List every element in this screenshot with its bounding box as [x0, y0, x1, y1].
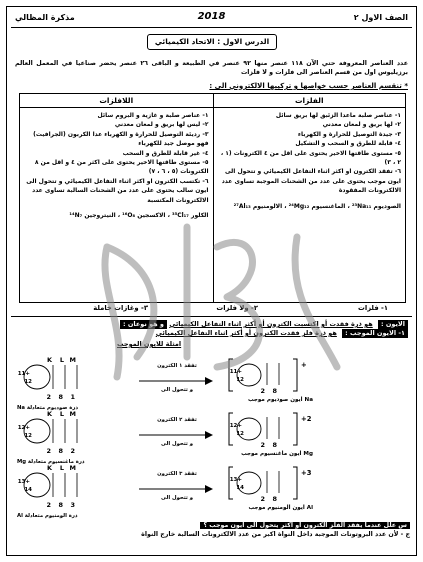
ion-symbol: Na — [304, 397, 313, 403]
ion-diagram — [227, 463, 299, 503]
shell-count: 3 — [70, 501, 75, 509]
list-item: الصوديوم ²³Na₁₁ ، الماغنسيوم ²⁴Mg₁₂ ، الالومنيوم ²⁷Al₁₃ — [233, 202, 401, 210]
arrow-bottom-text: و تتحول الى — [160, 495, 194, 501]
arrow-bottom-text: و تتحول الى — [160, 387, 194, 393]
ion-name: ايون صوديوم موجب — [247, 397, 303, 403]
ion-neutrons: 12 — [236, 431, 244, 437]
ion-diagram — [227, 409, 299, 449]
list-item: ٤- قابلة للطرق و السحب و التشكيل — [295, 140, 401, 148]
shell-k-label: K — [46, 410, 52, 418]
ion-symbol: Mg — [303, 451, 313, 457]
header-rule — [11, 27, 412, 28]
examples-heading: امثلة للايون الموجب — [117, 340, 182, 348]
list-item: ٥- مستوى طاقتها الاخير يحتوى على اقل من ٤ الكترونات (١ ، ٢ ، ٣) — [220, 149, 401, 167]
group-noble-gases: ٣- وغازات خاملة — [93, 304, 148, 312]
atom-diagram — [19, 407, 89, 467]
arrow-top-text: تفقد ٢ الكترون — [157, 417, 197, 423]
ion-shell-count: 8 — [272, 441, 277, 449]
shell-l-label: L — [59, 410, 64, 418]
shell-count: 2 — [46, 447, 51, 455]
nucleus-neutrons: 14 — [24, 487, 32, 493]
ion-shell-count: 8 — [272, 387, 277, 395]
positive-ion-tag: ١- الايون الموجب : — [342, 329, 408, 338]
arrow-top-text: تفقد ٣ الكترون — [157, 471, 197, 477]
shell-k-label: K — [46, 356, 52, 364]
shell-l-label: L — [59, 356, 64, 364]
list-item: ١- عناصر صلبة و غازية و البروم سائل — [97, 112, 209, 119]
example-row-aluminium — [17, 461, 409, 525]
ion-diagram — [227, 355, 299, 395]
ion-neutrons: 14 — [236, 485, 244, 491]
list-item: الكلور ³⁵Cl₁₇ ، الاكسجين ¹⁶O₈ ، النيتروجين ¹⁴N₇ — [69, 212, 209, 220]
nucleus-neutrons: 12 — [24, 379, 32, 385]
ion-definition — [15, 320, 408, 338]
ion-charge: +2 — [301, 415, 312, 423]
intro-paragraph: عدد العناصر المعروفة حتي الآن ١١٨ عنصر منها ٩٢ عنصر في الطبيعة و الباقى ٢٦ عنصر يحضر صناعيا في المعمل العالم برزيليوس اول من قسم العناصر الى فلزات و لا فلزات — [15, 60, 408, 76]
shell-count: 2 — [70, 447, 75, 455]
header-grade: الصف الاول ٢ — [353, 13, 408, 22]
group-metals: ١- فلزات — [358, 304, 388, 312]
list-item: ٥- مستوى طاقتها الاخير يحتوى على اكثر من ٤ و اقل من ٨ الكترونات (٥ ، ٦ ، ٧) — [34, 159, 209, 176]
nonmetals-header: اللافلزات — [20, 94, 213, 108]
element-groups — [15, 304, 408, 314]
ion-shell-count: 8 — [272, 495, 277, 503]
lesson-title: الدرس الاول : الاتحاد الكيميائي — [147, 34, 277, 50]
atom-diagram — [19, 353, 89, 413]
nucleus-neutrons: 12 — [24, 433, 32, 439]
atom-label: ذرة الومنيوم متعادلة Al — [17, 513, 78, 519]
ion-symbol: Al — [306, 505, 313, 511]
page-header — [13, 11, 410, 27]
list-item: ٢- لها بريق و لمعان معدني — [322, 121, 401, 129]
comparison-table — [19, 93, 406, 303]
ion-neutrons: 12 — [236, 377, 244, 383]
shell-count: 8 — [58, 501, 63, 509]
nonmetals-column — [20, 94, 213, 302]
division-heading: * تنقسم العناصر حسب خواصها و تركيبها الالكتروني الى : — [209, 82, 408, 90]
atom-label: ذرة صوديوم متعادلة Na — [17, 405, 79, 411]
list-item: ٦- تفقد الكترون او اكثر اثناء التفاعل الكيميائي و تتحول الى ايون موجب يحتوى على عدد من الشحنات الموجبة تساوى عدد الالكترونات المفقودة — [221, 168, 401, 195]
ion-types: و هو نوعان : — [120, 320, 167, 329]
nucleus-protons: +12 — [17, 425, 30, 431]
metals-list — [214, 108, 406, 214]
document-page — [6, 6, 417, 556]
arrow-bottom-text: و تتحول الى — [160, 441, 194, 447]
question-text: س علل عندما يفقد الفلز الكترون أو أكثر يتحول الى ايون موجب ؟ — [200, 522, 410, 529]
ion-shell-count: 2 — [260, 495, 265, 503]
shell-l-label: L — [59, 464, 64, 472]
metals-header: الفلزات — [214, 94, 406, 108]
header-notebook: مذكرة المظالي — [15, 13, 75, 22]
ion-tag: الايون : — [378, 320, 408, 329]
ion-label — [193, 505, 313, 511]
arrow-top-text: تفقد ١ الكترون — [157, 363, 197, 369]
group-nonmetals: ٢- ولا فلزات — [216, 304, 258, 312]
nucleus-protons: +11 — [17, 371, 30, 377]
ion-charge: +3 — [301, 469, 312, 477]
shell-m-label: M — [69, 464, 76, 472]
list-item: ١- عناصر صلبة ماعدا الزئبق لها بريق سائل — [275, 112, 401, 119]
shell-count: 2 — [46, 393, 51, 401]
shell-count: 8 — [58, 447, 63, 455]
nonmetals-list — [20, 108, 213, 223]
shell-m-label: M — [69, 356, 76, 364]
answer-text: ج - لأن عدد البروتونات الموجبة داخل النواة اكبر من عدد الالكترونات السالبة خارج النواة — [141, 531, 410, 538]
ion-shell-count: 2 — [260, 441, 265, 449]
positive-ion-text: هو ذرة فلز فقدت الكترون أو أكثر اثناء التفاعل الكيميائي — [155, 329, 337, 337]
shell-count: 1 — [70, 393, 75, 401]
list-item: ٢- ليس لها بريق و لمعان معدني — [114, 121, 209, 129]
metals-column — [213, 94, 406, 302]
nucleus-protons: +13 — [17, 479, 30, 485]
list-item: ٦- تكتسب الكترون او اكثر اثناء التفاعل الكيميائي و تتحول الى ايون سالب يحتوى على عدد من الشحنات السالبة تساوى عدد الالكترونات المكتسبة — [26, 177, 209, 204]
shell-count: 8 — [58, 393, 63, 401]
ion-protons: +12 — [229, 423, 242, 429]
header-year: 2018 — [197, 11, 226, 22]
ion-label — [193, 397, 313, 403]
ion-protons: +13 — [229, 477, 242, 483]
list-item: ٣- رديئة التوصيل للحرارة و الكهرباء عدا الكربون (الجرافيت) فهو موصل جيد للكهرباء — [33, 130, 209, 148]
ion-label — [193, 451, 313, 457]
footer-question — [13, 521, 410, 539]
list-item: ٣- جيدة التوصيل للحرارة و الكهرباء — [297, 130, 401, 138]
ion-protons: +11 — [229, 369, 242, 375]
ion-charge: + — [301, 361, 307, 369]
list-item: ٤- غير قابلة للطرق و السحب — [122, 149, 209, 157]
atom-diagram — [19, 461, 89, 521]
atom-label: ذرة ماغنسيوم متعادلة Mg — [17, 459, 85, 465]
ion-name: ايون ماغنسيوم موجب — [241, 451, 302, 457]
ion-text: هو ذرة فقدت أو اكتسبت الكترون أو أكثر اثناء التفاعل الكيميائي — [169, 320, 373, 328]
section-rule — [11, 316, 412, 317]
shell-k-label: K — [46, 464, 52, 472]
shell-m-label: M — [69, 410, 76, 418]
ion-name: ايون الومنيوم موجب — [248, 505, 305, 511]
ion-shell-count: 2 — [260, 387, 265, 395]
shell-count: 2 — [46, 501, 51, 509]
